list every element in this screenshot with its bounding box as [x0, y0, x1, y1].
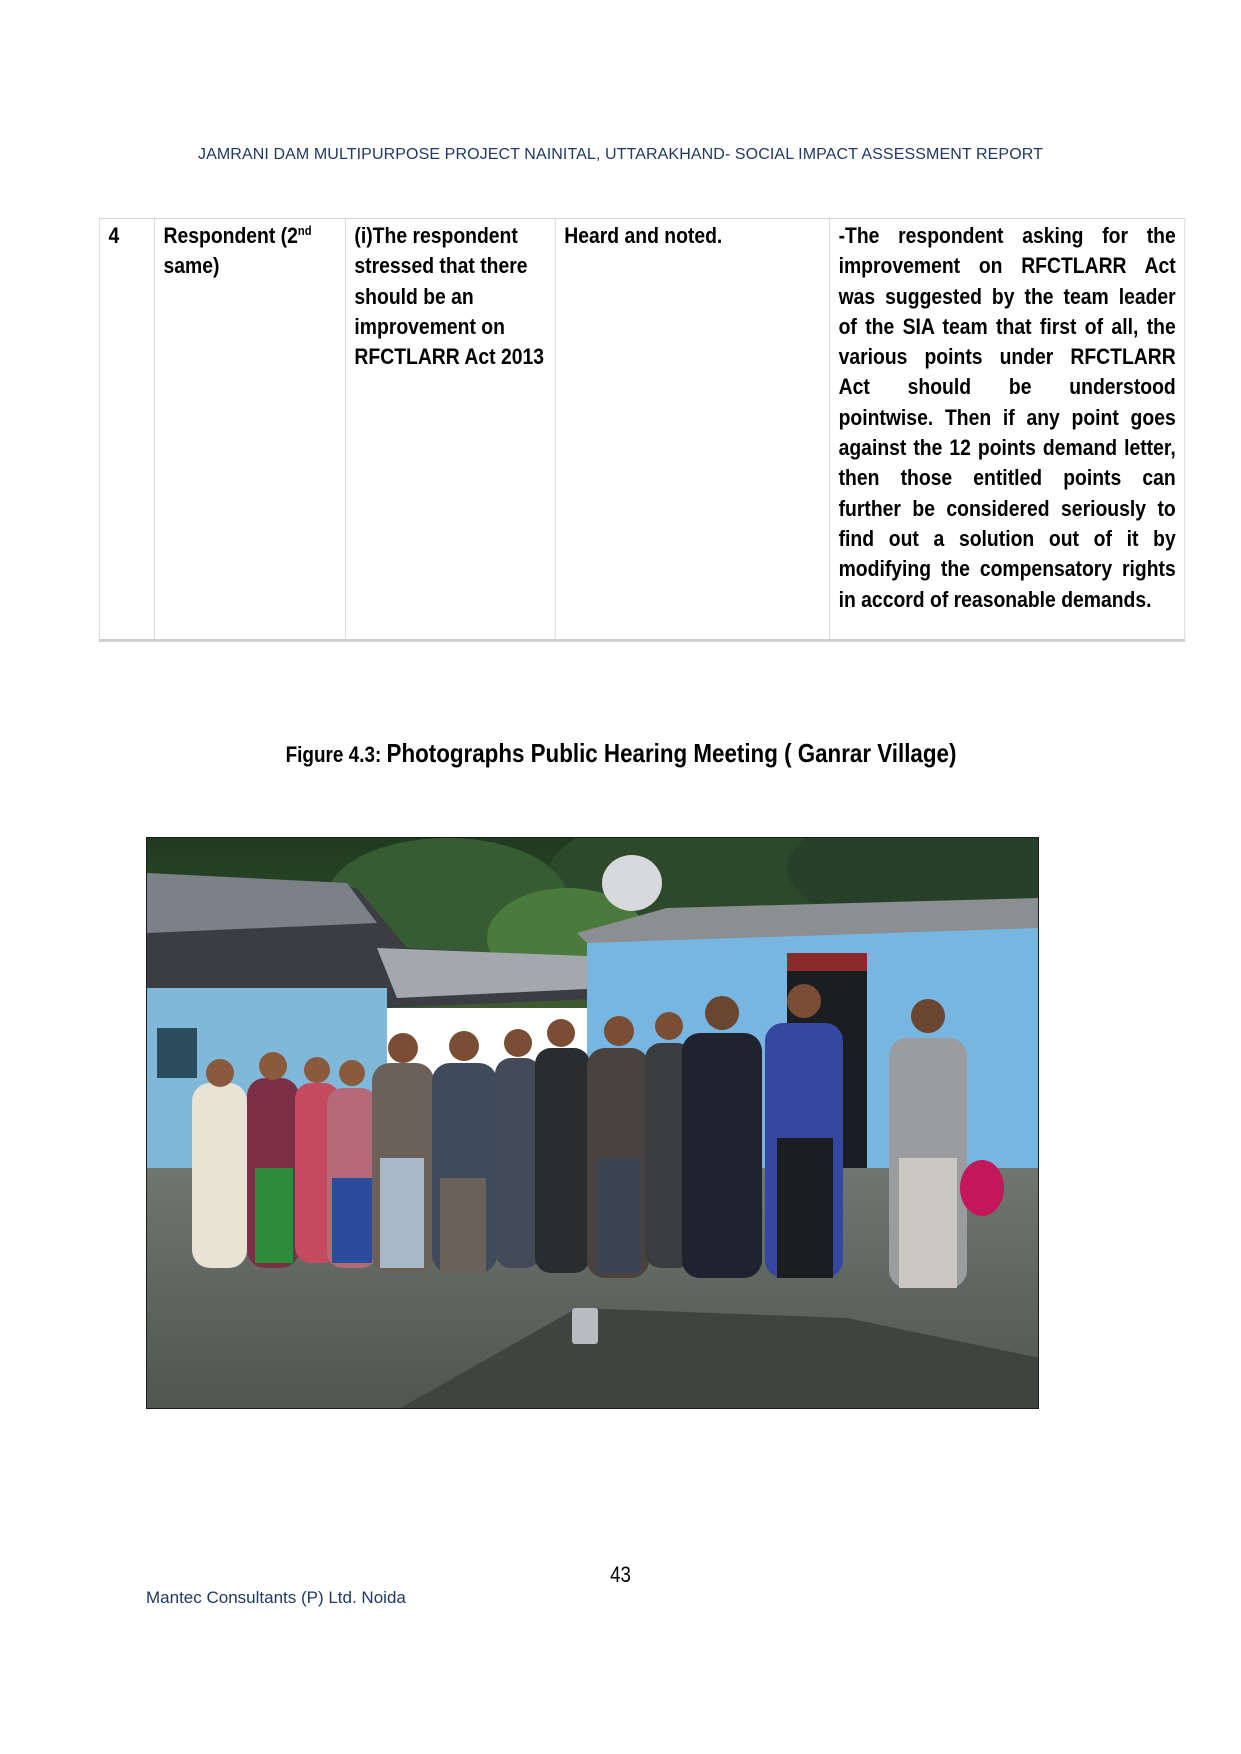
- row-number: 4: [99, 219, 154, 641]
- footer-company: Mantec Consultants (P) Ltd. Noida: [146, 1588, 406, 1607]
- issue-cell: (i)The respondent stressed that there should be an improvement on RFCTLARR Act 2013: [345, 219, 555, 641]
- group-photograph: [146, 837, 1039, 1409]
- consultation-table: [99, 218, 1185, 642]
- table-row: [99, 219, 1184, 641]
- figure-caption: [0, 738, 1241, 769]
- running-header: JAMRANI DAM MULTIPURPOSE PROJECT NAINITAL, UTTARAKHAND- SOCIAL IMPACT ASSESSMENT REPORT: [198, 146, 1043, 163]
- action-cell: -The respondent asking for the improvement on RFCTLARR Act was suggested by the team leader of the SIA team that first of all, the various points under RFCTLARR Act should be understood pointwise. Then if any point goes against the 12 points demand letter, then those entitled points can further be considered seriously to find out a solution out of it by modifying the compensatory rights in accord of reasonable demands.: [830, 219, 1185, 641]
- respondent-cell: [154, 219, 345, 641]
- figure-number: Figure 4.3:: [285, 742, 387, 767]
- respondent-label-rest: same): [163, 253, 220, 279]
- page-number: 43: [610, 1562, 631, 1587]
- respondent-label: Respondent (2: [163, 223, 298, 248]
- respondent-ordinal: nd: [297, 223, 312, 238]
- figure-title: Photographs Public Hearing Meeting ( Ganrar Village): [386, 738, 956, 768]
- response-cell: Heard and noted.: [555, 219, 829, 641]
